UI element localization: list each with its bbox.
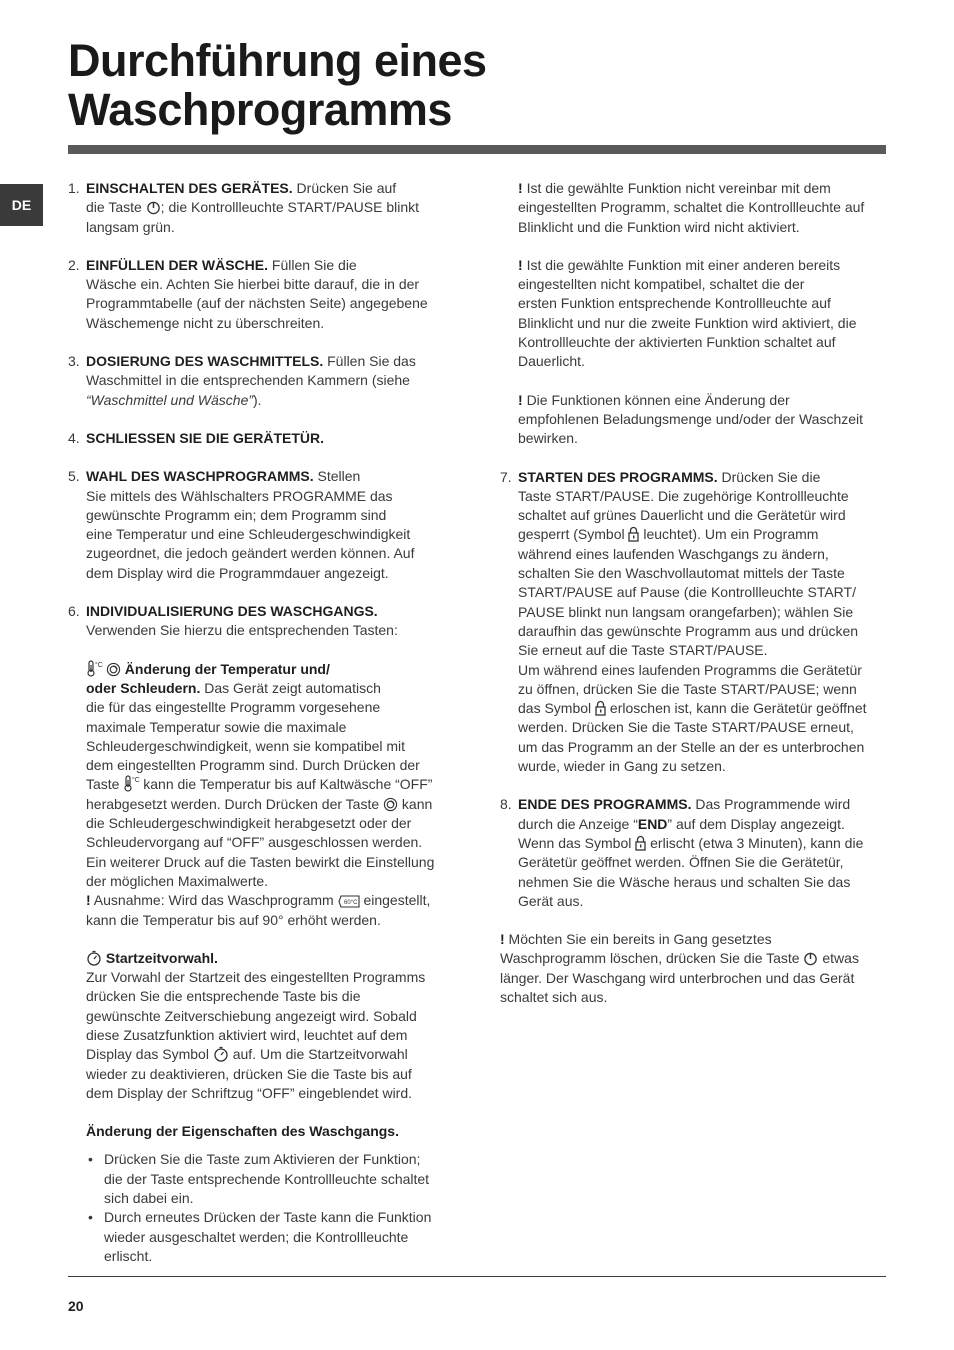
- text-line: wieder zu deaktivieren, drücken Sie die Taste bis auf: [86, 1065, 412, 1082]
- step-number: 2.: [68, 256, 80, 273]
- list-item: [86, 1208, 458, 1266]
- text: erloschen ist, kann die Gerätetür geöffnet: [606, 700, 867, 717]
- step-number: 3.: [68, 353, 80, 370]
- text-line: Sie erneut auf die Taste START/PAUSE.: [518, 642, 768, 659]
- subheading: Änderung der Eigenschaften des Waschgangs.: [86, 1123, 399, 1140]
- text: leuchtet). Um ein Programm: [639, 526, 819, 543]
- text-line: werden. Drücken Sie die Taste START/PAUSE erneut,: [518, 719, 854, 736]
- step-heading: ENDE DES PROGRAMMS.: [518, 796, 692, 813]
- page-title: [68, 36, 487, 134]
- text-line: Schleudergeschwindigkeit, wenn sie kompatibel mit: [86, 737, 406, 754]
- text-line: Um während eines laufenden Programms die Gerätetür: [518, 661, 862, 678]
- title-underline-bar: [68, 145, 886, 154]
- step-6: [68, 602, 458, 1266]
- text: Ist die gewählte Funktion mit einer anderen bereits: [526, 256, 841, 273]
- step-2: [68, 256, 458, 333]
- text-line: Zur Vorwahl der Startzeit des eingestellten Programms: [86, 969, 426, 986]
- text-line: eine Temperatur und eine Schleudergeschwindigkeit: [86, 526, 411, 543]
- text-line: sich dabei ein.: [104, 1190, 194, 1207]
- step-1: [68, 179, 458, 237]
- text: Das Gerät zeigt automatisch: [200, 679, 381, 696]
- temperature-spin-block: [86, 660, 458, 930]
- subheading: Änderung der Temperatur und/: [120, 660, 330, 677]
- text: Drücken Sie die: [717, 468, 821, 485]
- text: herabgesetzt werden. Durch Drücken der Taste: [86, 795, 384, 812]
- text: Drücken Sie auf: [292, 180, 397, 196]
- step-number: 1.: [68, 180, 80, 196]
- text: ; die Kontrollleuchte START/PAUSE blinkt: [160, 199, 420, 216]
- final-note: [500, 930, 890, 1007]
- step-number: 8.: [500, 796, 512, 813]
- text-line: der möglichen Maximalwerte.: [86, 872, 269, 889]
- text: die Taste: [86, 199, 146, 216]
- text-line: erlischt.: [104, 1247, 153, 1264]
- text-line: nehmen Sie die Wäsche heraus und schalten Sie das: [518, 873, 851, 890]
- text-line: zugeordnet, die jedoch geändert werden können. Auf: [86, 545, 415, 562]
- step-heading: STARTEN DES PROGRAMMS.: [518, 468, 718, 485]
- text: auf. Um die Startzeitvorwahl: [228, 1046, 408, 1063]
- text-line: wieder ausgeschaltet werden; die Kontrollleuchte: [104, 1228, 409, 1245]
- title-line-2: Waschprogramms: [68, 84, 452, 135]
- step-heading: WAHL DES WASCHPROGRAMMS.: [86, 468, 314, 485]
- text: Ausnahme: Wird das Waschprogramm: [90, 892, 338, 909]
- text: durch die Anzeige “: [518, 815, 638, 832]
- step-number: 5.: [68, 468, 80, 485]
- warning-mark: !: [518, 391, 523, 408]
- door-lock-icon: [628, 526, 639, 542]
- wash-60-icon: [338, 895, 360, 908]
- step-heading: DOSIERUNG DES WASCHMITTELS.: [86, 353, 324, 370]
- subheading: Startzeitvorwahl.: [102, 949, 218, 966]
- text-line: schaltet sich aus.: [500, 988, 608, 1005]
- svg-text:60°C: 60°C: [343, 900, 357, 907]
- thermometer-icon: [123, 775, 139, 792]
- warning-mark: !: [518, 180, 523, 196]
- text-line: Blinklicht und nur die zweite Funktion wird aktiviert, die: [518, 314, 857, 331]
- spin-icon: [383, 797, 398, 812]
- step-7: [500, 468, 890, 777]
- timer-icon: [213, 1046, 229, 1062]
- text: kann: [398, 795, 433, 812]
- text-line: Ein weiterer Druck auf die Tasten bewirkt die Einstellung: [86, 853, 435, 870]
- text: ” auf dem Display angezeigt.: [667, 815, 845, 832]
- text-line: Schleudervorgang auf “OFF” ausgeschlossen werden.: [86, 834, 423, 851]
- text-line: schaltet auf grünes Dauerlicht und die Gerätetür wird: [518, 507, 846, 524]
- text: Füllen Sie das: [323, 353, 416, 370]
- text-line: gewünschte Zeitverschiebung angezeigt wird. Sobald: [86, 1007, 417, 1024]
- step-heading: INDIVIDUALISIERUNG DES WASCHGANGS.: [86, 603, 378, 620]
- step-4: [68, 429, 458, 448]
- text: Waschprogramm löschen, drücken Sie die Taste: [500, 950, 804, 967]
- svg-text:°C: °C: [95, 661, 103, 669]
- step-heading: SCHLIESSEN SIE DIE GERÄTETÜR.: [86, 429, 325, 446]
- subheading: oder Schleudern.: [86, 679, 201, 696]
- text-line: empfohlenen Beladungsmenge und/oder der Waschzeit: [518, 410, 864, 427]
- note-2: [500, 256, 890, 372]
- text-line: kann die Temperatur bis auf 90° erhöht werden.: [86, 911, 381, 928]
- door-lock-icon: [595, 700, 606, 716]
- text-line: wurde, wieder in Gang zu setzen.: [518, 758, 726, 775]
- text-line: Gerätetür geöffnet werden. Öffnen Sie die Gerätetür,: [518, 854, 844, 871]
- text: Wenn das Symbol: [518, 834, 636, 851]
- text-line: Wäsche ein. Achten Sie hierbei bitte darauf, die in der: [86, 276, 420, 293]
- text-line: dem eingestellten Programm sind. Durch Drücken der: [86, 757, 420, 774]
- footer-rule: [68, 1276, 886, 1277]
- text-line: Waschmittel in die entsprechenden Kammern (siehe: [86, 372, 410, 389]
- list-item: [86, 1150, 458, 1208]
- text-line: Drücken Sie die Taste zum Aktivieren der Funktion;: [104, 1151, 421, 1168]
- power-icon: [146, 200, 161, 215]
- text: Taste: [86, 776, 124, 793]
- warning-mark: !: [518, 256, 523, 273]
- svg-text:°C: °C: [132, 777, 141, 785]
- text: eingestellt,: [359, 892, 431, 909]
- text-line: PAUSE blinkt nun langsam orangefarben); wählen Sie: [518, 603, 854, 620]
- text: Stellen: [313, 468, 361, 485]
- thermometer-icon: [86, 660, 102, 677]
- text: langsam grün.: [86, 218, 175, 235]
- text: das Symbol: [518, 700, 596, 717]
- text: Die Funktionen können eine Änderung der: [526, 391, 790, 408]
- text: ).: [253, 391, 262, 408]
- spin-icon: [106, 662, 121, 677]
- text-italic: “Waschmittel und Wäsche”: [86, 391, 254, 408]
- text-line: daraufhin das gewünschte Programm aus und drücken: [518, 622, 859, 639]
- text-line: zu öffnen, drücken Sie die Taste START/PAUSE; wenn: [518, 680, 857, 697]
- text-line: schalten Sie den Waschvollautomat mittels der Taste: [518, 565, 845, 582]
- text-line: eingestellten Programm, schaltet die Kontrollleuchte auf: [518, 199, 865, 216]
- step-3: [68, 352, 458, 410]
- text: Das Programmende wird: [691, 796, 851, 813]
- power-icon: [803, 951, 818, 966]
- door-lock-icon: [635, 835, 646, 851]
- delay-start-block: [86, 949, 458, 1103]
- end-display-text: END: [637, 815, 668, 832]
- step-number: 4.: [68, 429, 80, 446]
- properties-block: [86, 1122, 458, 1266]
- step-number: 6.: [68, 603, 80, 620]
- note-3: [500, 391, 890, 449]
- step-8: [500, 795, 890, 911]
- text-line: die der Taste entsprechende Kontrollleuchte schaltet: [104, 1170, 430, 1187]
- note-1: [500, 179, 890, 237]
- text-line: Taste START/PAUSE. Die zugehörige Kontrollleuchte: [518, 487, 849, 504]
- language-tab: DE: [0, 184, 43, 226]
- text: gesperrt (Symbol: [518, 526, 629, 543]
- step-number: 7.: [500, 468, 512, 485]
- text-line: drücken Sie die entsprechende Taste bis die: [86, 988, 361, 1005]
- text: kann die Temperatur bis auf Kaltwäsche “OFF”: [139, 776, 433, 793]
- title-line-1: Durchführung eines: [68, 35, 487, 86]
- text: Display das Symbol: [86, 1046, 213, 1063]
- page-number: 20: [68, 1298, 84, 1314]
- text: Füllen Sie die: [268, 256, 357, 273]
- bullet-list: [68, 1150, 458, 1266]
- text-line: dem Display der Schriftzug “OFF” eingeblendet wird.: [86, 1084, 413, 1101]
- text-line: Durch erneutes Drücken der Taste kann die Funktion: [104, 1209, 432, 1226]
- text-line: Verwenden Sie hierzu die entsprechenden Tasten:: [86, 622, 398, 639]
- text: Möchten Sie ein bereits in Gang gesetztes: [504, 931, 772, 948]
- text-line: diese Zusatzfunktion aktiviert wird, leuchtet auf dem: [86, 1026, 408, 1043]
- warning-mark: !: [500, 931, 505, 948]
- text: Ist die gewählte Funktion nicht vereinbar mit dem: [526, 180, 831, 196]
- text-line: länger. Der Waschgang wird unterbrochen und das Gerät: [500, 969, 855, 986]
- text-line: ersten Funktion entsprechende Kontrollleuchte auf: [518, 295, 831, 312]
- text-line: Sie mittels des Wählschalters PROGRAMME das: [86, 487, 393, 504]
- text-line: START/PAUSE auf Pause (die Kontrollleuchte START/: [518, 584, 856, 601]
- text-line: Wäschemenge nicht zu überschreiten.: [86, 314, 325, 331]
- text-line: Dauerlicht.: [518, 353, 585, 370]
- text-line: dem Display wird die Programmdauer angezeigt.: [86, 564, 389, 581]
- text-line: eingestellten nicht kompatibel, schaltet die der: [518, 276, 805, 293]
- step-5: [68, 467, 458, 583]
- text-line: die für das eingestellte Programm vorgesehene: [86, 699, 381, 716]
- step-heading: EINSCHALTEN DES GERÄTES.: [86, 180, 293, 196]
- right-column: [500, 179, 890, 1007]
- text-line: Programmtabelle (auf der nächsten Seite) angegebene: [86, 295, 428, 312]
- text-line: die Schleudergeschwindigkeit herabgesetzt oder der: [86, 815, 412, 832]
- text-line: während eines laufenden Waschgangs zu ändern,: [518, 545, 829, 562]
- text-line: Blinklicht und die Funktion wird nicht aktiviert.: [518, 218, 800, 235]
- left-column: [68, 179, 458, 1266]
- warning-mark: !: [86, 892, 91, 909]
- text-line: Gerät aus.: [518, 892, 584, 909]
- text-line: Kontrollleuchte der aktivierten Funktion schaltet auf: [518, 334, 836, 351]
- text: erlischt (etwa 3 Minuten), kann die: [646, 834, 864, 851]
- step-heading: EINFÜLLEN DER WÄSCHE.: [86, 256, 268, 273]
- text-line: gewünschte Programm ein; dem Programm sind: [86, 506, 387, 523]
- text-line: um das Programm an der Stelle an der es unterbrochen: [518, 738, 865, 755]
- text-line: bewirken.: [518, 430, 578, 447]
- text: etwas: [818, 950, 859, 967]
- text-line: maximale Temperatur sowie die maximale: [86, 718, 347, 735]
- timer-icon: [86, 950, 102, 966]
